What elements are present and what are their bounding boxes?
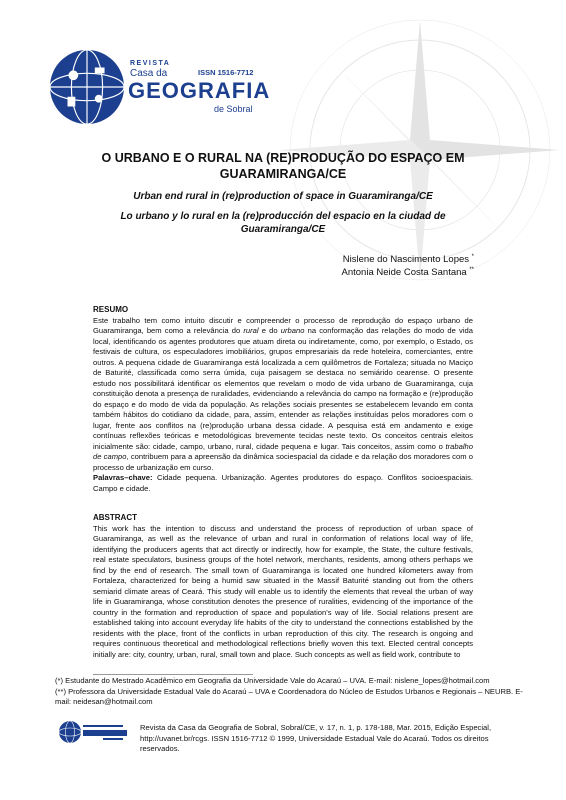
resumo-part-1: Este trabalho tem como intuito discutir e compreender o processo de reprodução do espaço urbano de Guaramiranga, bem como a relevância do: [93, 315, 473, 335]
author-1: [343, 254, 474, 265]
author-1-name: Nislene do Nascimento Lopes: [342, 254, 470, 266]
journal-geografia: GEOGRAFIA: [128, 78, 271, 103]
abstract-section: [93, 513, 473, 660]
resumo-part-3: na conformação das relações do modo de vida local, identificando os agentes produtores que atuam direta ou indiretamente, como, por exemplo, o Estado, os festivais de cultura, os especuladores imobiliários, grupos empresariais da rede hoteleira, comerciantes, entre outros. A pequena cidade de Guaramiranga está localizada a cem quilômetros de Fortaleza; situada no Maciço de Baturité, classificada como serra úmida, cuja paisagem se destaca no semiárido cearense. O presente estudo nos possibilitará identificar os elementos que revelam o modo de vida urbano de Guaramiranga, cuja constituição denota a presença de ruralidades, evidenciando a relevância do campo na formação e (re)produção do espaço e do modo de vida da população. As relações sociais presentes se estabelecem levando em conta também hábitos do cotidiano da cidade, para, assim, entender as relações instituídas pelos moradores com o lugar, frente aos conflitos na (re)produção urbana dessa cidade. A pesquisa está em andamento e exige contínuas reflexões teóricas e metodológicas brevemente tecidas neste texto. Os conceitos centrais eleitos inicialmente são: cidade, campo, urbano, rural, cidade pequena e lugar. Tais conceitos, assim como o: [93, 326, 473, 451]
abstract-heading: ABSTRACT: [93, 513, 137, 522]
resumo-heading: RESUMO: [93, 305, 129, 314]
abstract-text: This work has the intention to discuss and understand the process of reproduction of urban space of Guaramiranga, as well as the relevance of urban and rural in conformation of relations local way of life, identifying the producers agents that act directly or indirectly, how for example, the State, the culture festivals, real estate speculators, business groups of the hotel network, merchants, residents, among others perhaps we find by the end of research. The small town of Guaramiranga is located one hundred kilometers away from Fortaleza, characterized for being a humid saw situated in the Massif Baturité standing out from the others semiarid climate areas of Ceará. This study will enable us to identify the elements that reveal the urban of way life in Guaramiranga, whose constitution denotes the presence of ruralities, evidencing of the importance of the country in the formation and reproduction of space and population's way of life. Social relations present are established taking into account everyday life habits of the city to understand the connections established by the residents with the place, front of the conflicts in urban reproduction of this city. The research is ongoing and requires continuous theoretical and methodological reflections briefly woven this text. Elected central concepts initially are: city, country, urban, rural, small town and place. Such concepts as well as field work, contribute to: [93, 523, 473, 659]
footer-journal-logo: [58, 719, 128, 745]
resumo-part-4: , contribuem para a apreensão da dinâmica sociespacial da cidade e da relação dos moradores com o processo de urbanização em curso.: [93, 452, 473, 472]
author-2: [342, 267, 474, 278]
journal-issn: ISSN 1516-7712: [198, 68, 254, 77]
globe-icon: [48, 48, 126, 126]
journal-casa-da: Casa da: [130, 68, 168, 79]
resumo-text: [93, 316, 473, 474]
subtitle-english: Urban end rural in (re)production of space in Guaramiranga/CE: [133, 191, 433, 202]
journal-revista: REVISTA: [130, 60, 171, 67]
subtitle-spanish: Lo urbano y lo rural en la (re)producción del espacio en la ciudad de Guaramiranga/CE: [120, 211, 446, 235]
keywords-label: Palavras–chave:: [93, 473, 153, 482]
author-2-mark: **: [469, 267, 474, 273]
resumo-section: [93, 305, 473, 494]
keywords-text: Cidade pequena. Urbanização. Agentes produtores do espaço. Conflitos socioespaciais. Campo e cidade.: [93, 473, 473, 493]
resumo-part-2: e do: [258, 326, 281, 335]
footnote-divider: [93, 674, 253, 675]
footnote-1: (*) Estudante do Mestrado Acadêmico em Geografia da Universidade Vale do Acaraú – UVA. E-mail: nislene_lopes@hotmail.com: [55, 676, 490, 685]
resumo-trabalho: trabalho de campo: [93, 441, 473, 461]
journal-citation-footer: Revista da Casa da Geografia de Sobral, Sobral/CE, v. 17, n. 1, p. 178-188, Mar. 2015, Edição Especial, http://uvanet.br/rcgs. ISSN 1516-7712 © 1999, Universidade Estadual Vale do Acaraú. Todos os direitos reservados.: [140, 723, 492, 753]
resumo-rural: rural: [243, 326, 259, 335]
author-2-name: Antonia Neide Costa Santana: [341, 267, 467, 279]
paper-title: O URBANO E O RURAL NA (RE)PRODUÇÃO DO ESPAÇO EM GUARAMIRANGA/CE: [101, 151, 465, 181]
keywords: [93, 473, 473, 494]
resumo-urbano: urbano: [280, 326, 305, 335]
journal-logo: [48, 48, 271, 128]
footnote-2: (**) Professora da Universidade Estadual Vale do Acaraú – UVA e Coordenadora do Núcleo de Estudos Urbanos e Regionais – NEURB. E-mail: neidesan@hotmail.com: [55, 687, 523, 706]
author-1-mark: *: [471, 254, 474, 260]
journal-de-sobral: de Sobral: [214, 104, 253, 114]
